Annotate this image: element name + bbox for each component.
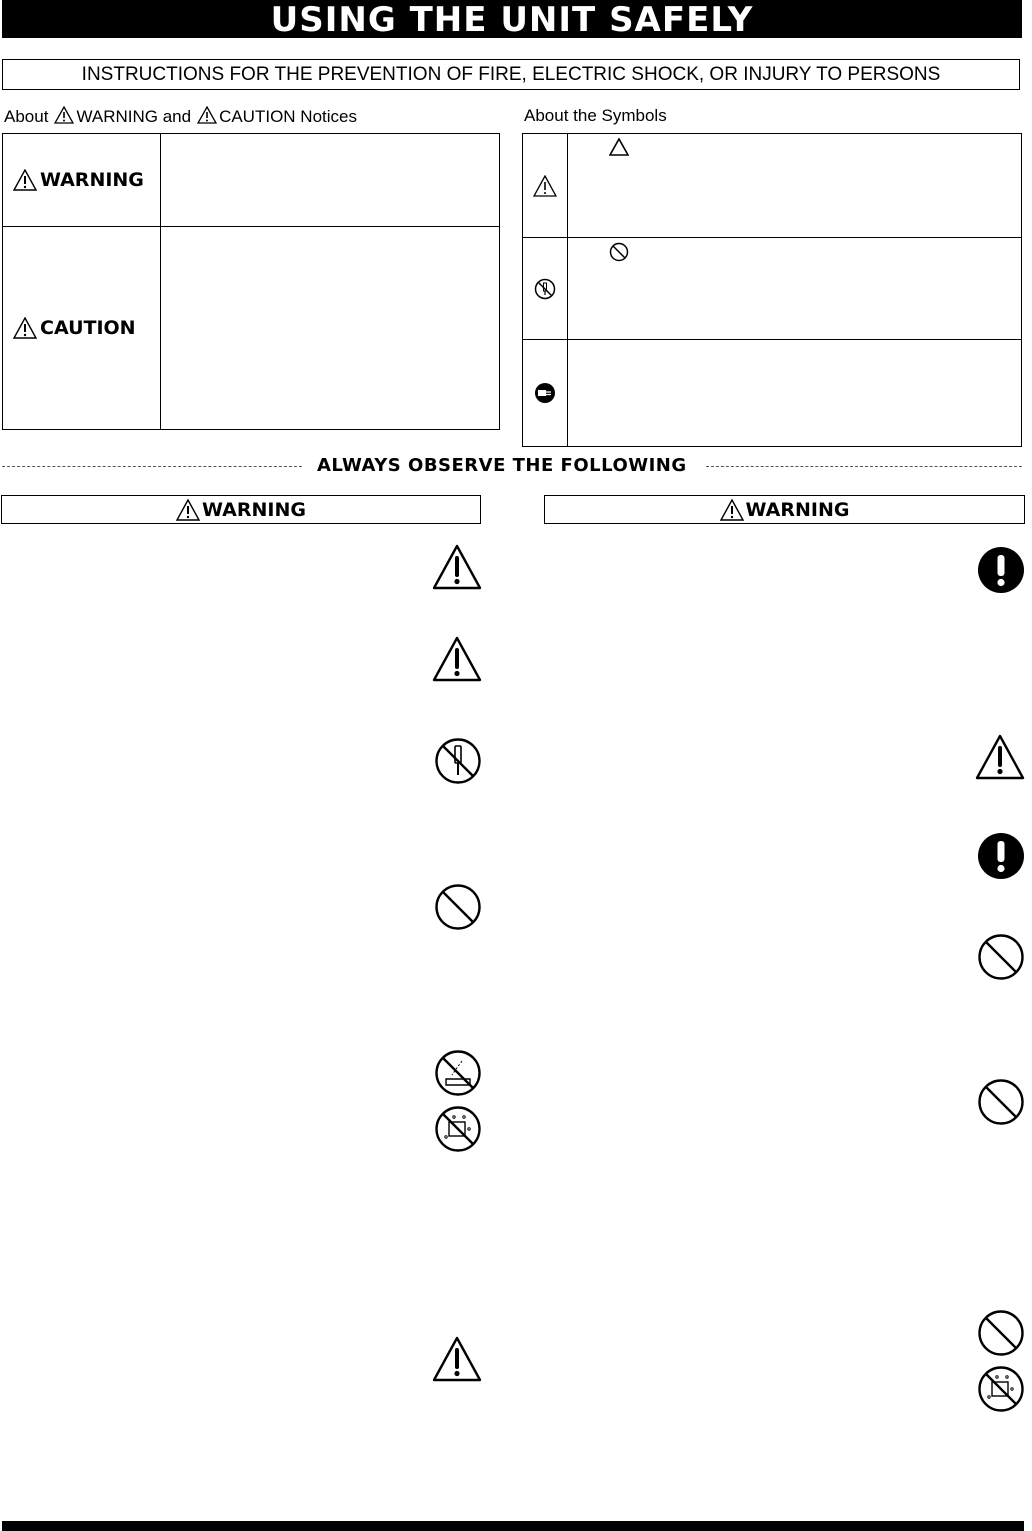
warning-triangle-icon xyxy=(432,1336,482,1382)
observe-heading: ALWAYS OBSERVE THE FOLLOWING xyxy=(317,455,687,476)
symbol-row-triangle xyxy=(523,134,1021,238)
divider-left xyxy=(2,466,302,467)
symbols-table xyxy=(522,133,1022,447)
symbol-cell-prohibited xyxy=(523,238,568,339)
page-title: USING THE UNIT SAFELY xyxy=(2,0,1022,38)
no-disassembly-icon xyxy=(534,278,556,300)
notices-section-label xyxy=(4,106,357,127)
prohibited-symbol-icon xyxy=(609,242,629,262)
caution-triangle-icon xyxy=(13,317,37,339)
warning-notice-row xyxy=(3,134,499,227)
no-disassembly-icon xyxy=(434,737,482,785)
triangle-symbol-icon xyxy=(609,138,629,156)
notices-label-caution: CAUTION Notices xyxy=(219,107,357,126)
prohibited-icon xyxy=(977,933,1025,981)
left-warning-header xyxy=(1,495,481,524)
left-warning-header-label: WARNING xyxy=(202,498,306,521)
warning-triangle-icon xyxy=(432,636,482,682)
warning-triangle-icon xyxy=(432,544,482,590)
caution-notice-label: CAUTION xyxy=(40,317,136,339)
warning-triangle-icon xyxy=(720,499,744,521)
notices-label-warning: WARNING and xyxy=(76,107,192,126)
right-warning-header xyxy=(544,495,1025,524)
divider-right xyxy=(706,466,1022,467)
warning-triangle-icon xyxy=(13,169,37,191)
notices-label-prefix: About xyxy=(4,107,49,126)
mandatory-action-icon xyxy=(977,546,1025,594)
bottom-bar xyxy=(2,1521,1024,1531)
symbol-row-mandatory xyxy=(523,340,1021,446)
instructions-subtitle: INSTRUCTIONS FOR THE PREVENTION OF FIRE, ELECTRIC SHOCK, OR INJURY TO PERSONS xyxy=(2,59,1020,90)
unplug-icon xyxy=(534,382,556,404)
mandatory-action-icon xyxy=(977,832,1025,880)
symbol-cell-triangle xyxy=(523,134,568,237)
warning-notice-label-cell xyxy=(3,134,161,226)
no-wet-hands-icon xyxy=(977,1365,1025,1413)
symbols-section-label: About the Symbols xyxy=(524,106,667,125)
prohibited-icon xyxy=(977,1078,1025,1126)
prohibited-icon xyxy=(434,883,482,931)
notices-table xyxy=(2,133,500,430)
caution-notice-label-cell xyxy=(3,227,161,429)
prohibited-icon xyxy=(977,1309,1025,1357)
no-water-icon xyxy=(434,1049,482,1097)
warning-triangle-icon xyxy=(176,499,200,521)
warning-notice-label: WARNING xyxy=(40,169,144,191)
warning-triangle-icon xyxy=(975,734,1025,780)
no-wet-hands-icon xyxy=(434,1105,482,1153)
caution-triangle-icon xyxy=(197,106,217,124)
caution-notice-row xyxy=(3,227,499,429)
warning-triangle-icon xyxy=(533,175,557,197)
warning-triangle-icon xyxy=(54,106,74,124)
symbol-cell-mandatory xyxy=(523,340,568,446)
symbol-row-prohibited xyxy=(523,238,1021,340)
right-warning-header-label: WARNING xyxy=(745,498,850,521)
